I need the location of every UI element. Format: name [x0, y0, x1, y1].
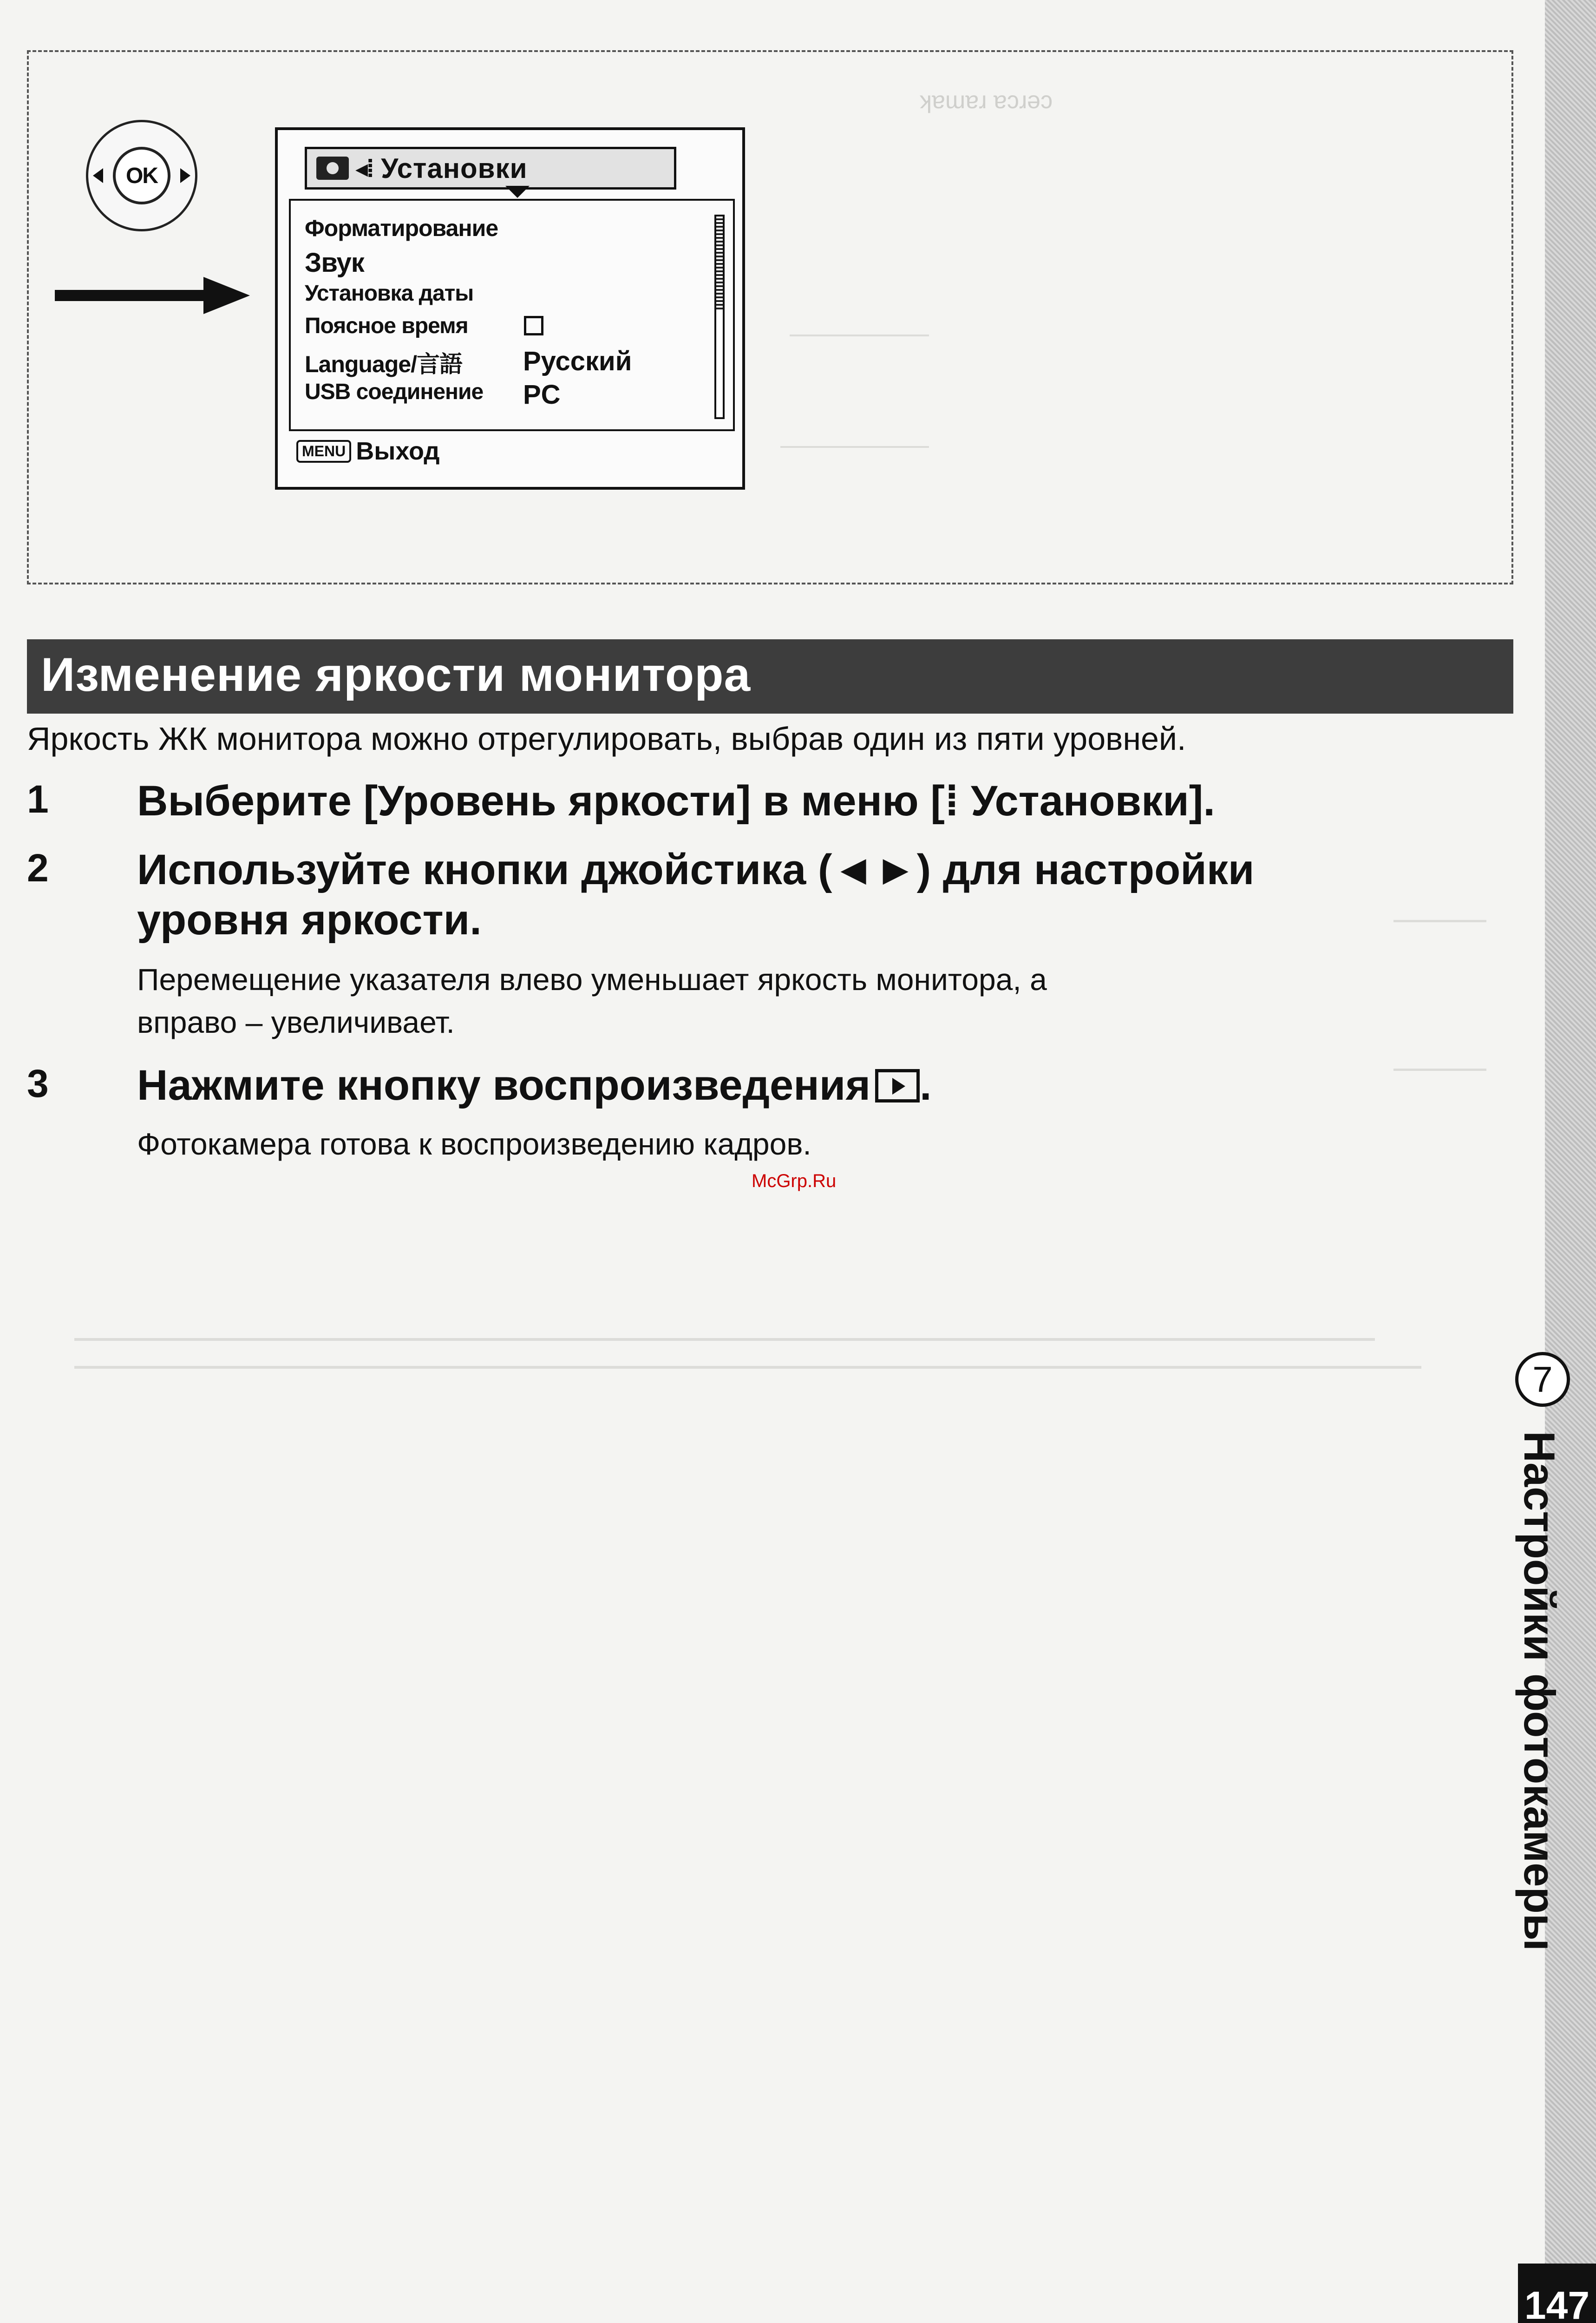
step-instruction: уровня яркости. — [137, 896, 482, 944]
menu-item-value: PC — [523, 380, 561, 410]
menu-item-label: Установка даты — [305, 281, 474, 306]
ghost-line — [74, 1338, 1375, 1341]
intro-text: Яркость ЖК монитора можно отрегулировать, выбрав один из пяти уровней. — [27, 721, 1186, 757]
illustration-frame — [27, 50, 1513, 584]
step-description: Фотокамера готова к воспроизведению кадров. — [137, 1127, 811, 1161]
step-period: . — [920, 1062, 932, 1109]
section-title: Изменение яркости монитора — [41, 648, 751, 701]
menu-title: Установки — [381, 152, 528, 184]
checkbox-icon[interactable] — [524, 316, 543, 335]
menu-header — [305, 147, 676, 190]
chapter-title: Настройки фотокамеры — [1515, 1431, 1564, 1951]
ok-button-icon — [113, 147, 170, 204]
menu-item-sound[interactable] — [305, 247, 364, 278]
joystick-left-arrow-icon — [93, 168, 103, 183]
settings-menu-screen — [275, 127, 745, 490]
joystick-ok-icon — [86, 120, 197, 231]
menu-key-icon: MENU — [296, 440, 351, 463]
menu-item-value: Русский — [523, 346, 632, 376]
menu-scrollbar[interactable] — [714, 215, 725, 419]
settings-icon: ◂⁞ — [355, 154, 373, 183]
camera-icon — [316, 157, 349, 180]
exit-label: Выход — [356, 437, 440, 465]
menu-item-language[interactable] — [305, 346, 632, 379]
ghost-line — [1393, 920, 1486, 922]
menu-pointer-icon — [505, 186, 530, 198]
step-number: 3 — [27, 1062, 49, 1105]
menu-item-timezone[interactable] — [305, 313, 468, 339]
arrow-right-icon — [55, 277, 250, 314]
step-instruction — [137, 1060, 932, 1111]
page-edge-strip — [1545, 0, 1596, 2323]
play-icon — [875, 1069, 920, 1102]
step-instruction: Используйте кнопки джойстика (◄►) для настройки — [137, 846, 1255, 893]
chapter-number: 7 — [1532, 1358, 1553, 1400]
step-number: 1 — [27, 777, 49, 821]
menu-item-label: Форматирование — [305, 215, 498, 241]
ghost-text: ʞɐɯɐɹ ɐɔɹǝɔ — [920, 87, 1053, 114]
menu-item-label: Поясное время — [305, 314, 468, 338]
watermark: McGrp.Ru — [752, 1171, 837, 1191]
chapter-number-badge — [1515, 1352, 1570, 1407]
section-header — [27, 639, 1513, 714]
menu-item-label: Language/言語 — [305, 351, 463, 377]
menu-footer — [296, 437, 440, 466]
menu-item-date[interactable] — [305, 281, 473, 306]
menu-item-format[interactable] — [305, 215, 498, 242]
page-number: 147 — [1518, 2264, 1596, 2323]
scroll-thumb[interactable] — [716, 217, 723, 309]
step-description: Перемещение указателя влево уменьшает яркость монитора, а — [137, 962, 1047, 997]
ghost-line — [1393, 1069, 1486, 1071]
menu-panel — [289, 199, 735, 431]
step-instruction-text: Нажмите кнопку воспроизведения — [137, 1062, 871, 1109]
ok-label: OK — [126, 163, 157, 188]
menu-item-label: USB соединение — [305, 380, 484, 404]
ghost-line — [74, 1366, 1421, 1369]
step-description: вправо – увеличивает. — [137, 1005, 455, 1039]
step-instruction: Выберите [Уровень яркости] в меню [⁞ Установки]. — [137, 777, 1215, 825]
menu-item-usb[interactable] — [305, 379, 561, 410]
menu-item-label: Звук — [305, 248, 364, 278]
step-number: 2 — [27, 846, 49, 890]
joystick-right-arrow-icon — [180, 168, 190, 183]
